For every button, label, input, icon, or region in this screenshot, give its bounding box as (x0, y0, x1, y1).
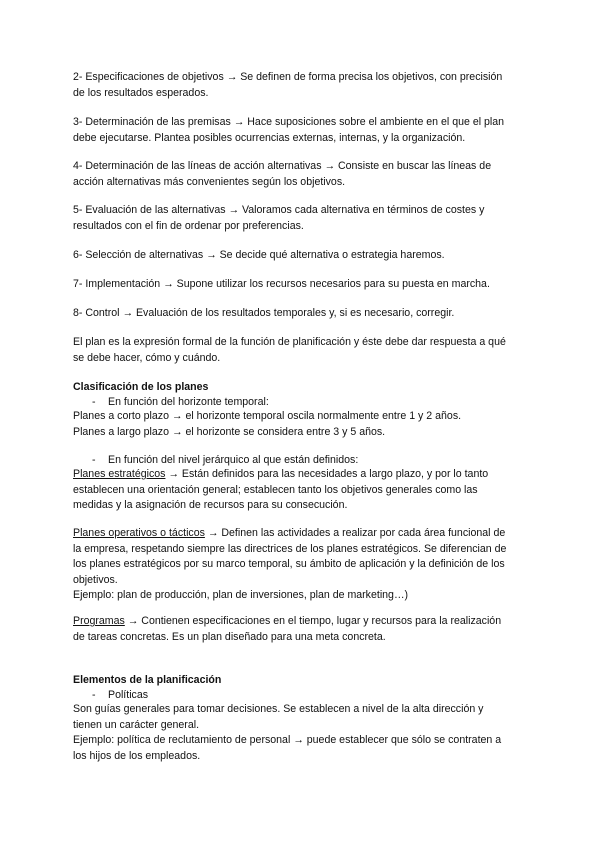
text-line: establecen una orientación general; establecen tanto los objetivos generales como las (73, 483, 478, 496)
text-line (73, 614, 526, 630)
step-3-paragraph (73, 115, 526, 146)
text-line: acción alternativas más convenientes según los objetivos. (73, 175, 346, 188)
text-line: 6- Selección de alternativas → Se decide qué alternativa o estrategia haremos. (73, 249, 445, 261)
text-line: tienen un carácter general. (73, 718, 200, 731)
bullet-text: En función del horizonte temporal: (108, 396, 269, 408)
text-line: medidas y la asignación de recursos para su consecución. (73, 499, 348, 511)
text-line: la empresa, respetando siempre las directrices de los planes estratégicos. Se diferencian de (73, 542, 507, 555)
text-line: 4- Determinación de las líneas de acción alternativas → Consiste en buscar las líneas de (73, 160, 492, 172)
section-heading-clasificacion (73, 380, 526, 396)
step-6-paragraph (73, 248, 526, 264)
underlined-term: Planes operativos o tácticos (73, 527, 205, 539)
text-line: se debe hacer, cómo y cuándo. (73, 351, 221, 364)
heading-text: Elementos de la planificación (73, 674, 222, 686)
text-line: 7- Implementación → Supone utilizar los recursos necesarios para su puesta en marcha. (73, 278, 490, 290)
text-line: objetivos. (73, 573, 118, 586)
horizonte-paragraph (73, 409, 526, 440)
text-line: 5- Evaluación de las alternativas → Valoramos cada alternativa en términos de costes y (73, 204, 485, 216)
bullet-dash: - (92, 689, 96, 701)
underlined-term: Planes estratégicos (73, 468, 166, 480)
text-line (73, 467, 526, 483)
bullet-dash: - (92, 396, 96, 408)
text-line: los hijos de los empleados. (73, 749, 201, 762)
text-line: 8- Control → Evaluación de los resultados temporales y, si es necesario, corregir. (73, 307, 455, 319)
operativos-paragraph (73, 526, 526, 604)
programas-paragraph (73, 614, 526, 645)
underlined-term: Programas (73, 615, 125, 627)
bullet-dash: - (92, 454, 96, 466)
text-fragment: → Están definidos para las necesidades a largo plazo, y por lo tanto (165, 468, 489, 480)
text-line: Son guías generales para tomar decisiones. Se establecen a nivel de la alta dirección y (73, 703, 484, 715)
plan-definition-paragraph (73, 335, 526, 366)
politicas-paragraph (73, 702, 526, 764)
text-line: Planes a largo plazo → el horizonte se considera entre 3 y 5 años. (73, 425, 386, 438)
step-4-paragraph (73, 159, 526, 190)
estrategicos-paragraph (73, 467, 526, 514)
text-line: resultados con el fin de ordenar por preferencias. (73, 219, 304, 232)
text-line: Ejemplo: política de reclutamiento de personal → puede establecer que sólo se contraten a (73, 734, 502, 746)
text-fragment: → Contienen especificaciones en el tiempo, lugar y recursos para la realización (124, 615, 502, 627)
text-line: El plan es la expresión formal de la función de planificación y éste debe dar respuesta a qué (73, 336, 506, 348)
text-fragment: → Definen las actividades a realizar por cada área funcional de (204, 527, 506, 539)
text-line: Planes a corto plazo → el horizonte temporal oscila normalmente entre 1 y 2 años. (73, 410, 462, 422)
bullet-text: En función del nivel jerárquico al que están definidos: (108, 454, 359, 466)
section-heading-elementos (73, 673, 526, 689)
step-7-paragraph (73, 277, 526, 293)
text-line: de los resultados esperados. (73, 86, 209, 99)
step-2-paragraph (73, 70, 526, 101)
text-line: Ejemplo: plan de producción, plan de inversiones, plan de marketing…) (73, 589, 409, 601)
text-line (73, 526, 526, 542)
text-line: de tareas concretas. Es un plan diseñado para una meta concreta. (73, 630, 386, 643)
text-line: 3- Determinación de las premisas → Hace suposiciones sobre el ambiente en el que el plan (73, 116, 505, 128)
text-line: 2- Especificaciones de objetivos → Se definen de forma precisa los objetivos, con precisión (73, 71, 503, 83)
bullet-text: Políticas (108, 689, 149, 701)
heading-text: Clasificación de los planes (73, 381, 209, 393)
step-5-paragraph (73, 203, 526, 234)
text-line: los planes estratégicos por su marco temporal, su ámbito de aplicación y la definición de los (73, 558, 505, 570)
text-line: debe ejecutarse. Plantea posibles ocurrencias externas, internas, y la organización. (73, 131, 466, 144)
step-8-paragraph (73, 306, 526, 322)
